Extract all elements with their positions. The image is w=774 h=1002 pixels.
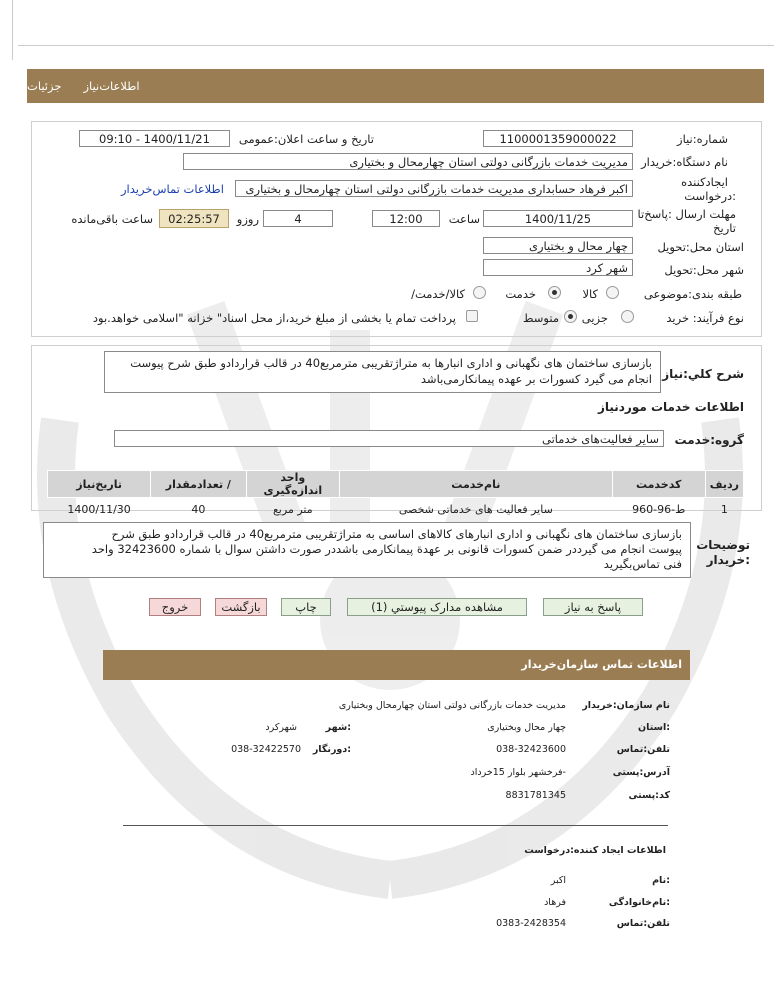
creator-first-name: اکبر [550,875,566,886]
creator-last-name: فرهاد [544,897,566,908]
process-medium-radio[interactable] [564,310,577,323]
creator-field[interactable]: اکبر فرهاد حسابداری مدیریت خدمات بازرگانی دولتی استان چهارمحال و بختیاری [235,180,633,197]
cell-name: سایر فعالیت های خدماتی شخصی [340,498,613,521]
remaining-timer: 02:25:57 [159,209,229,228]
summary-line-1: بازسازی ساختمان های نگهبانی و اداری انبارها به متراژتقریبی مترمربع40 در قالب قراردادو طبق شرح پیوست [130,356,652,370]
need-number-field[interactable]: 1100001359000022 [483,130,633,147]
creator-phone-label: تلفن:تماس [616,918,670,929]
print-button[interactable]: چاپ [281,598,331,616]
need-number-label: شماره:نیاز [677,132,728,146]
reply-button[interactable]: پاسخ به نیاز [543,598,643,616]
cell-unit: متر مربع [246,498,340,521]
deadline-label-2: تاریخ [713,221,736,235]
cell-row: 1 [705,498,743,521]
services-table-header [48,471,744,498]
notes-line-1: بازسازی ساختمان های نگهبانی و اداری انبارهای کالاهای اساسی به متراژتقریبی مترمربع40 در قالب قراردادو طبق شرح [111,527,682,541]
col-code: کدخدمت [612,471,705,498]
contact-divider [123,825,668,826]
contact-province-value: چهار محال وبختیاری [487,722,566,733]
province-field[interactable]: چهار محال و بختیاری [483,237,633,254]
contact-phone-label: تلفن:تماس [616,744,670,755]
cell-date: 1400/11/30 [48,498,151,521]
city-label: شهر محل:تحویل [664,263,744,277]
page-header [27,69,764,103]
frame-line [12,0,13,60]
category-service-label: خدمت [505,287,536,301]
notes-textbox [43,522,691,578]
buyer-org-field[interactable]: مدیریت خدمات بازرگانی دولتی استان چهارمحال و بختیاری [183,153,633,170]
contact-phone-value: 038-32423600 [496,744,566,755]
creator-first-name-label: :نام [652,875,670,886]
process-partial-radio[interactable] [621,310,634,323]
col-date: تاریخ‌نیاز [48,471,151,498]
deadline-time-field[interactable]: 12:00 [372,210,440,227]
table-row [48,498,744,521]
col-unit: واحد اندازه‌گیری [246,471,340,498]
notes-label-2: :خریدار [706,553,750,567]
creator-info-title: اطلاعات ایجاد کننده:درخواست [524,845,666,856]
process-medium-label: متوسط [522,311,559,325]
days-label: روزو [236,212,259,226]
buyer-org-label: نام دستگاه:خریدار [641,155,728,169]
contact-address-value: -فرخشهر بلوار 15خرداد [470,767,566,778]
contact-org-label: نام سازمان:خریدار [582,700,670,711]
notes-line-3: فنی تماس‌بگیرید [603,557,682,571]
province-label: استان محل:تحویل [657,240,744,254]
contact-postal-label: کد:پستی [628,790,670,801]
back-button[interactable]: بازگشت [215,598,267,616]
buyer-contact-link[interactable]: اطلاعات تماس‌خریدار [121,182,224,196]
cell-quantity: 40 [151,498,246,521]
category-label: طبقه بندی:موضوعی [643,287,742,301]
contact-postal-value: 8831781345 [505,790,566,801]
service-group-field[interactable]: سایر فعالیت‌های خدماتی [114,430,664,447]
process-label: نوع فرآیند: خرید [666,311,744,325]
tab-need-info[interactable]: اطلاعات‌نیاز [83,79,140,93]
notes-label-1: توضیحات [696,538,750,552]
contact-province-label: :استان [638,722,670,733]
notes-line-2: پیوست انجام می گیرددر ضمن کسورات قانونی بر عهدة پیمانکارمی باشددر صورت داشتن سوال با شماره 32423600 واحد [91,542,682,556]
col-name: نام‌خدمت [340,471,613,498]
deadline-time-label: ساعت [448,212,480,226]
frame-divider [18,45,774,46]
category-goods-label: کالا [582,287,598,301]
contact-address-label: آدرس:پستی [612,767,670,778]
creator-phone: 0383-2428354 [496,918,566,929]
contact-city-value: شهرکرد [265,722,297,733]
deadline-label-1: مهلت ارسال :پاسخ‌تا [637,207,736,221]
remaining-label: ساعت باقی‌مانده [71,212,153,226]
cell-code: ط-96-960 [612,498,705,521]
treasury-payment-checkbox[interactable] [466,310,478,322]
contact-title: اطلاعات تماس سازمان‌خریدار [521,658,682,671]
creator-label-1: ایجادکننده [681,175,728,189]
contact-fax-value: 038-32422570 [231,744,301,755]
announce-label: تاریخ و ساعت اعلان:عمومی [238,132,374,146]
treasury-payment-text: پرداخت تمام یا بخشی از مبلغ خرید،از محل اسناد" خزانه "اسلامی خواهد.بود [92,311,456,325]
summary-line-2: انجام می گیرد کسورات بر عهده پیمانکارمی‌باشد [420,372,652,386]
contact-city-label: :شهر [325,722,351,733]
category-service-radio[interactable] [548,286,561,299]
category-goods-service-radio[interactable] [473,286,486,299]
summary-label: شرح كلي:نیاز [662,367,744,381]
process-partial-label: جزیی [581,311,608,325]
creator-last-name-label: :نام‌خانوادگی [608,897,670,908]
category-goods-service-label: کالا/خدمت/ [411,287,465,301]
exit-button[interactable]: خروج [149,598,201,616]
col-quantity: / تعدادمقدار [151,471,246,498]
category-goods-radio[interactable] [606,286,619,299]
contact-org-value: مدیریت خدمات بازرگانی دولتی استان چهارمحال وبختیاری [338,700,566,711]
creator-label-2: :درخواست [684,189,736,203]
contact-fax-label: :دورنگار [312,744,351,755]
days-field[interactable]: 4 [263,210,333,227]
announce-field[interactable]: 1400/11/21 - 09:10 [79,130,230,147]
col-row: ردیف [705,471,743,498]
service-group-label: گروه:خدمت [674,433,744,447]
city-field[interactable]: شهر کرد [483,259,633,276]
services-table [47,470,744,520]
services-title: اطلاعات خدمات موردنیاز [597,400,744,414]
tab-details[interactable]: جزئیات [27,79,62,93]
view-attachments-button[interactable]: مشاهده مدارک پیوستي (1) [347,598,527,616]
summary-textbox [104,351,661,393]
contact-header [103,650,690,680]
deadline-date-field[interactable]: 1400/11/25 [483,210,633,227]
